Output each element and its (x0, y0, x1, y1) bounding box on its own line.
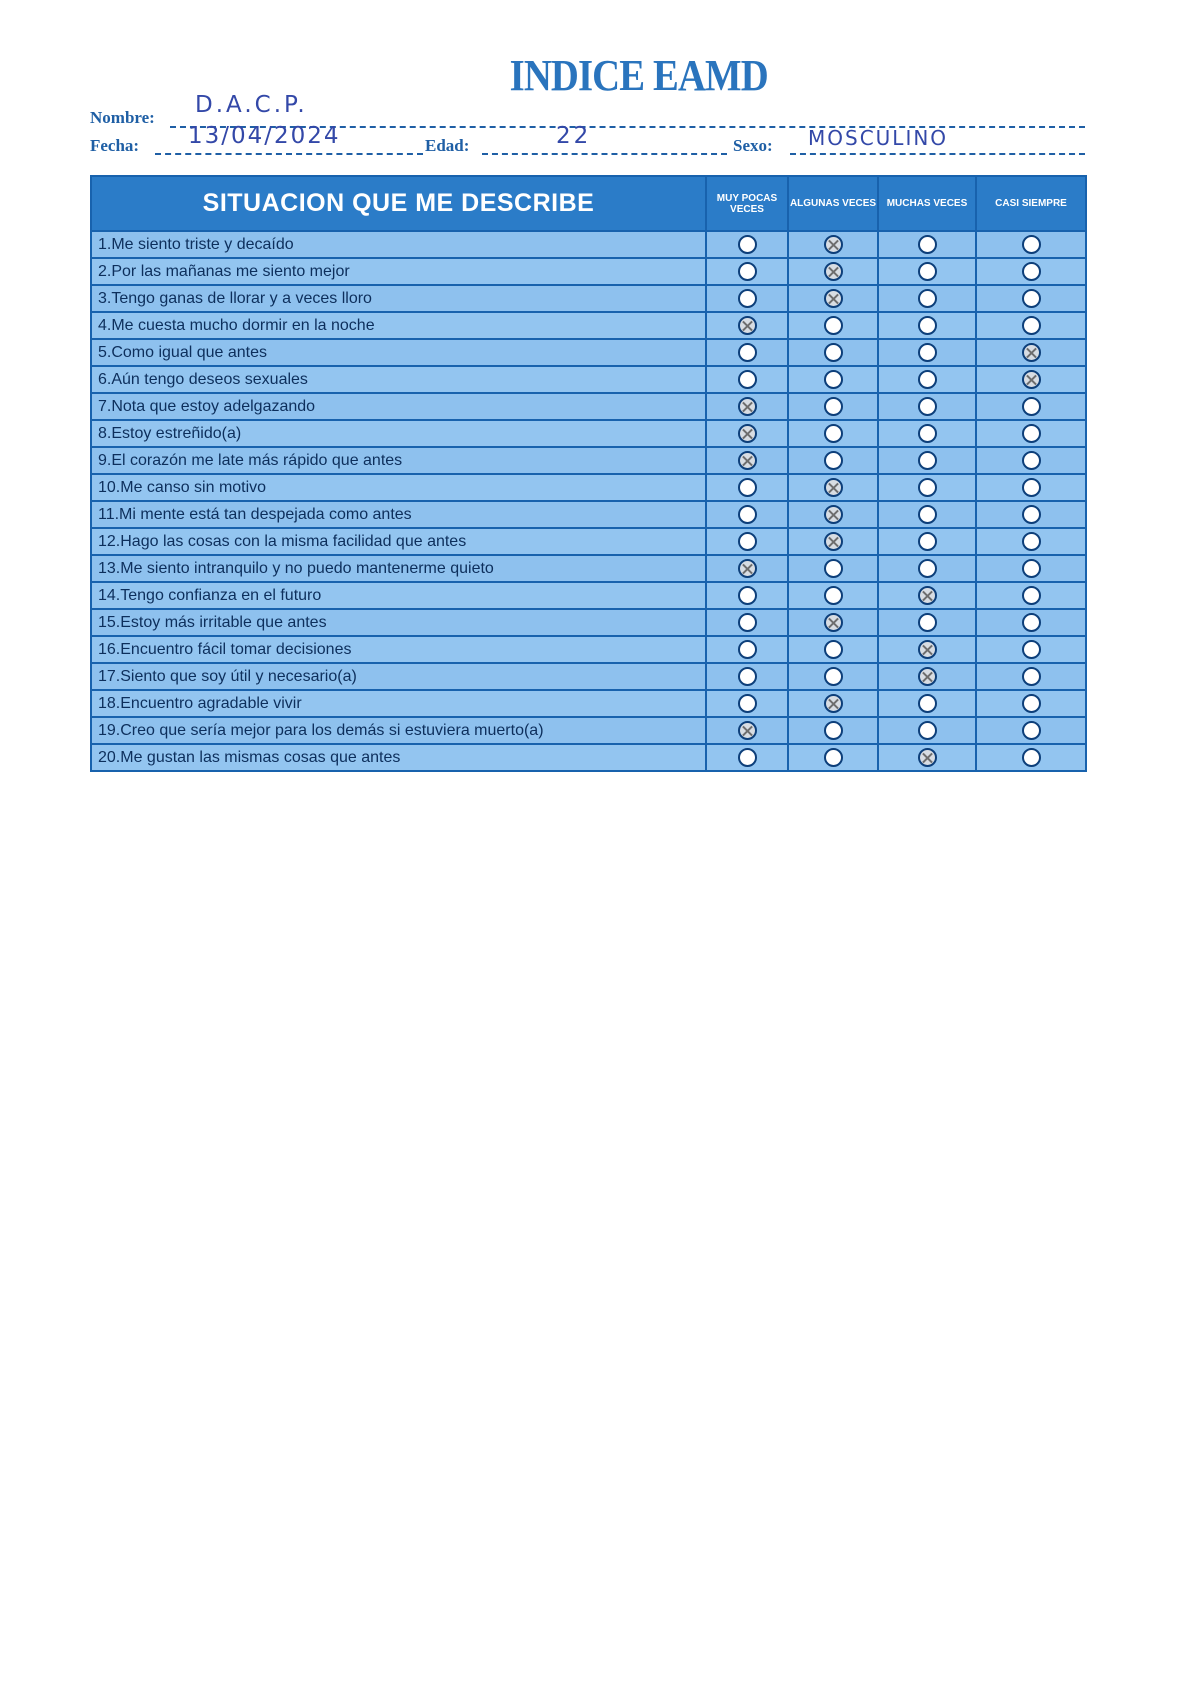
marked-radio-circle[interactable] (1022, 343, 1041, 362)
question-text: 7.Nota que estoy adelgazando (91, 393, 706, 420)
option-cell (788, 312, 878, 339)
option-cell (976, 609, 1086, 636)
question-text: 10.Me canso sin motivo (91, 474, 706, 501)
option-cell (706, 663, 788, 690)
option-cell (788, 231, 878, 258)
question-text: 14.Tengo confianza en el futuro (91, 582, 706, 609)
table-row (91, 339, 1086, 366)
option-cell (976, 285, 1086, 312)
radio-circle[interactable] (738, 505, 757, 524)
radio-circle[interactable] (918, 532, 937, 551)
option-cell (788, 663, 878, 690)
question-text: 13.Me siento intranquilo y no puedo mantenerme quieto (91, 555, 706, 582)
nombre-value[interactable]: D.A.C.P. (195, 92, 308, 118)
radio-circle[interactable] (738, 694, 757, 713)
table-row (91, 717, 1086, 744)
question-text: 16.Encuentro fácil tomar decisiones (91, 636, 706, 663)
radio-circle[interactable] (824, 748, 843, 767)
option-cell (878, 582, 976, 609)
option-cell (976, 636, 1086, 663)
option-cell (878, 231, 976, 258)
marked-radio-circle[interactable] (738, 316, 757, 335)
marked-radio-circle[interactable] (1022, 370, 1041, 389)
edad-value[interactable]: 22 (556, 123, 592, 149)
sexo-value[interactable]: MOSCULINO (808, 126, 949, 150)
option-cell (976, 393, 1086, 420)
option-cell (878, 636, 976, 663)
option-cell (706, 501, 788, 528)
table-row (91, 447, 1086, 474)
radio-circle[interactable] (1022, 397, 1041, 416)
option-cell (788, 420, 878, 447)
radio-circle[interactable] (918, 721, 937, 740)
radio-circle[interactable] (1022, 235, 1041, 254)
option-header-algunas-veces: ALGUNAS VECES (788, 176, 878, 231)
option-cell (706, 447, 788, 474)
form-title: INDICE EAMD (509, 51, 768, 100)
questionnaire-body (91, 231, 1086, 771)
option-cell (788, 339, 878, 366)
option-cell (976, 366, 1086, 393)
marked-radio-circle[interactable] (738, 424, 757, 443)
option-cell (706, 312, 788, 339)
option-cell (878, 393, 976, 420)
radio-circle[interactable] (918, 694, 937, 713)
option-cell (788, 555, 878, 582)
option-cell (976, 474, 1086, 501)
question-text: 12.Hago las cosas con la misma facilidad que antes (91, 528, 706, 555)
radio-circle[interactable] (1022, 613, 1041, 632)
radio-circle[interactable] (824, 559, 843, 578)
table-row (91, 501, 1086, 528)
questionnaire-table (90, 175, 1087, 772)
option-cell (706, 393, 788, 420)
radio-circle[interactable] (738, 370, 757, 389)
option-cell (878, 312, 976, 339)
radio-circle[interactable] (738, 667, 757, 686)
marked-radio-circle[interactable] (824, 505, 843, 524)
option-cell (878, 501, 976, 528)
question-text: 18.Encuentro agradable vivir (91, 690, 706, 717)
radio-circle[interactable] (738, 748, 757, 767)
marked-radio-circle[interactable] (738, 559, 757, 578)
radio-circle[interactable] (738, 613, 757, 632)
radio-circle[interactable] (1022, 316, 1041, 335)
radio-circle[interactable] (738, 289, 757, 308)
option-cell (706, 231, 788, 258)
sexo-label: Sexo: (733, 136, 773, 155)
table-row (91, 285, 1086, 312)
question-text: 4.Me cuesta mucho dormir en la noche (91, 312, 706, 339)
option-cell (878, 744, 976, 771)
option-cell (788, 609, 878, 636)
marked-radio-circle[interactable] (824, 235, 843, 254)
radio-circle[interactable] (738, 235, 757, 254)
option-cell (706, 285, 788, 312)
radio-circle[interactable] (824, 586, 843, 605)
edad-label: Edad: (425, 136, 470, 155)
question-text: 1.Me siento triste y decaído (91, 231, 706, 258)
option-cell (788, 744, 878, 771)
option-cell (976, 339, 1086, 366)
option-cell (976, 231, 1086, 258)
question-text: 17.Siento que soy útil y necesario(a) (91, 663, 706, 690)
radio-circle[interactable] (738, 640, 757, 659)
option-cell (976, 690, 1086, 717)
radio-circle[interactable] (824, 316, 843, 335)
question-text: 11.Mi mente está tan despejada como antes (91, 501, 706, 528)
option-cell (706, 366, 788, 393)
radio-circle[interactable] (918, 505, 937, 524)
option-cell (788, 447, 878, 474)
radio-circle[interactable] (1022, 289, 1041, 308)
option-cell (706, 609, 788, 636)
option-cell (706, 474, 788, 501)
radio-circle[interactable] (1022, 694, 1041, 713)
radio-circle[interactable] (918, 316, 937, 335)
option-cell (976, 501, 1086, 528)
question-text: 15.Estoy más irritable que antes (91, 609, 706, 636)
option-cell (706, 690, 788, 717)
option-cell (976, 528, 1086, 555)
radio-circle[interactable] (738, 262, 757, 281)
option-cell (878, 528, 976, 555)
marked-radio-circle[interactable] (738, 451, 757, 470)
option-cell (976, 582, 1086, 609)
table-row (91, 555, 1086, 582)
radio-circle[interactable] (824, 424, 843, 443)
option-cell (878, 258, 976, 285)
option-cell (878, 555, 976, 582)
fecha-value[interactable]: 13/04/2024 (188, 123, 341, 149)
radio-circle[interactable] (824, 343, 843, 362)
question-text: 3.Tengo ganas de llorar y a veces lloro (91, 285, 706, 312)
radio-circle[interactable] (824, 451, 843, 470)
radio-circle[interactable] (918, 397, 937, 416)
table-row (91, 258, 1086, 285)
radio-circle[interactable] (824, 667, 843, 686)
marked-radio-circle[interactable] (918, 748, 937, 767)
table-header-row (91, 176, 1086, 231)
radio-circle[interactable] (824, 640, 843, 659)
fecha-line (155, 153, 423, 155)
option-cell (878, 663, 976, 690)
marked-radio-circle[interactable] (918, 586, 937, 605)
radio-circle[interactable] (824, 397, 843, 416)
option-cell (976, 420, 1086, 447)
table-row (91, 312, 1086, 339)
marked-radio-circle[interactable] (824, 532, 843, 551)
situation-header: SITUACION QUE ME DESCRIBE (91, 176, 706, 231)
option-cell (706, 636, 788, 663)
marked-radio-circle[interactable] (824, 262, 843, 281)
option-cell (788, 636, 878, 663)
option-cell (788, 690, 878, 717)
option-cell (706, 744, 788, 771)
radio-circle[interactable] (1022, 424, 1041, 443)
option-header-muchas-veces: MUCHAS VECES (878, 176, 976, 231)
table-row (91, 528, 1086, 555)
option-cell (788, 366, 878, 393)
option-cell (976, 717, 1086, 744)
marked-radio-circle[interactable] (824, 289, 843, 308)
option-cell (878, 717, 976, 744)
question-text: 5.Como igual que antes (91, 339, 706, 366)
option-cell (706, 582, 788, 609)
option-cell (788, 528, 878, 555)
table-row (91, 420, 1086, 447)
option-cell (706, 717, 788, 744)
table-row (91, 474, 1086, 501)
radio-circle[interactable] (1022, 478, 1041, 497)
radio-circle[interactable] (738, 532, 757, 551)
option-cell (878, 366, 976, 393)
marked-radio-circle[interactable] (918, 667, 937, 686)
table-row (91, 636, 1086, 663)
table-row (91, 663, 1086, 690)
radio-circle[interactable] (738, 586, 757, 605)
option-cell (976, 663, 1086, 690)
table-row (91, 366, 1086, 393)
radio-circle[interactable] (918, 235, 937, 254)
option-cell (788, 474, 878, 501)
option-cell (788, 393, 878, 420)
marked-radio-circle[interactable] (824, 478, 843, 497)
question-text: 6.Aún tengo deseos sexuales (91, 366, 706, 393)
option-cell (878, 474, 976, 501)
option-cell (706, 258, 788, 285)
option-cell (788, 258, 878, 285)
table-row (91, 231, 1086, 258)
option-cell (976, 258, 1086, 285)
radio-circle[interactable] (738, 478, 757, 497)
radio-circle[interactable] (1022, 721, 1041, 740)
option-cell (706, 555, 788, 582)
radio-circle[interactable] (1022, 532, 1041, 551)
radio-circle[interactable] (1022, 262, 1041, 281)
option-cell (788, 582, 878, 609)
marked-radio-circle[interactable] (918, 640, 937, 659)
radio-circle[interactable] (738, 343, 757, 362)
radio-circle[interactable] (824, 370, 843, 389)
radio-circle[interactable] (918, 343, 937, 362)
option-cell (706, 528, 788, 555)
marked-radio-circle[interactable] (738, 397, 757, 416)
question-text: 8.Estoy estreñido(a) (91, 420, 706, 447)
table-row (91, 393, 1086, 420)
radio-circle[interactable] (918, 289, 937, 308)
radio-circle[interactable] (1022, 748, 1041, 767)
radio-circle[interactable] (1022, 667, 1041, 686)
sexo-line (790, 153, 1085, 155)
marked-radio-circle[interactable] (824, 694, 843, 713)
radio-circle[interactable] (918, 424, 937, 443)
radio-circle[interactable] (918, 613, 937, 632)
option-header-casi-siempre: CASI SIEMPRE (976, 176, 1086, 231)
option-cell (706, 339, 788, 366)
edad-line (482, 153, 727, 155)
nombre-label: Nombre: (90, 108, 155, 127)
question-text: 19.Creo que sería mejor para los demás si estuviera muerto(a) (91, 717, 706, 744)
question-text: 2.Por las mañanas me siento mejor (91, 258, 706, 285)
radio-circle[interactable] (918, 478, 937, 497)
option-cell (878, 285, 976, 312)
option-header-muy-pocas-veces: MUY POCAS VECES (706, 176, 788, 231)
option-cell (788, 285, 878, 312)
radio-circle[interactable] (1022, 640, 1041, 659)
radio-circle[interactable] (1022, 451, 1041, 470)
marked-radio-circle[interactable] (824, 613, 843, 632)
option-cell (976, 447, 1086, 474)
option-cell (788, 501, 878, 528)
option-cell (976, 744, 1086, 771)
option-cell (878, 690, 976, 717)
radio-circle[interactable] (824, 721, 843, 740)
marked-radio-circle[interactable] (738, 721, 757, 740)
option-cell (788, 717, 878, 744)
option-cell (976, 555, 1086, 582)
radio-circle[interactable] (918, 262, 937, 281)
option-cell (878, 609, 976, 636)
table-row (91, 582, 1086, 609)
option-cell (976, 312, 1086, 339)
table-row (91, 690, 1086, 717)
option-cell (878, 420, 976, 447)
table-row (91, 744, 1086, 771)
radio-circle[interactable] (918, 370, 937, 389)
radio-circle[interactable] (1022, 505, 1041, 524)
option-cell (706, 420, 788, 447)
option-cell (878, 339, 976, 366)
question-text: 9.El corazón me late más rápido que antes (91, 447, 706, 474)
radio-circle[interactable] (918, 559, 937, 578)
option-cell (878, 447, 976, 474)
question-text: 20.Me gustan las mismas cosas que antes (91, 744, 706, 771)
fecha-label: Fecha: (90, 136, 140, 155)
radio-circle[interactable] (918, 451, 937, 470)
table-row (91, 609, 1086, 636)
radio-circle[interactable] (1022, 559, 1041, 578)
radio-circle[interactable] (1022, 586, 1041, 605)
